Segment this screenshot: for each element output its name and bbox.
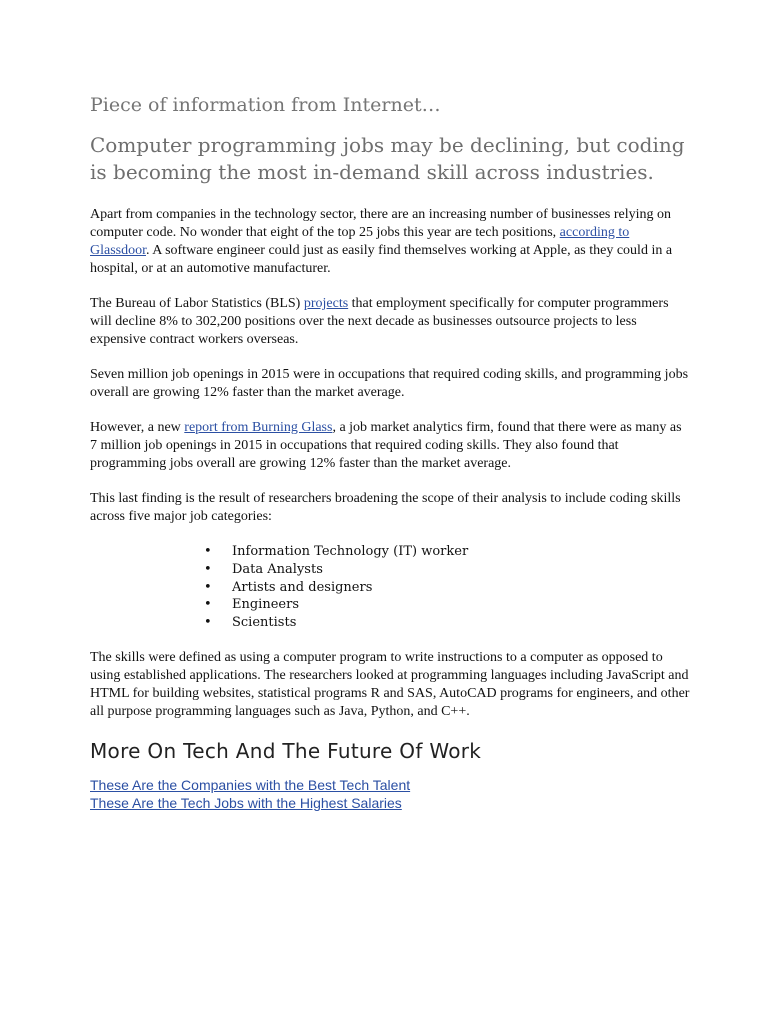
list-item-label: Artists and designers [232, 579, 373, 595]
paragraph-text: , a job market analytics firm, found that there were as many as 7 million job openings in 2015 in occupations that required coding skills. They also found that programming jobs overall are growing 12% faster than the market average. [90, 420, 682, 471]
bls-projects-link[interactable]: projects [303, 296, 349, 311]
paragraph-text: . A software engineer could just as easily find themselves working at Apple, as they could in a hospital, or at an automotive manufacturer. [90, 243, 673, 276]
list-item-label: Engineers [232, 597, 299, 613]
intro-heading: Piece of information from Internet… [90, 94, 441, 116]
bullet-icon: • [204, 544, 212, 559]
paragraph-burning-glass [90, 419, 690, 473]
highest-salaries-link[interactable]: These Are the Tech Jobs with the Highest Salaries [90, 794, 402, 811]
bullet-icon: • [204, 561, 212, 577]
burning-glass-report-link[interactable]: report from Burning Glass [184, 420, 333, 435]
job-categories-list [90, 543, 690, 632]
list-item-label: Scientists [232, 615, 297, 631]
glassdoor-link[interactable]: according to Glassdoor [90, 225, 630, 258]
list-item-label: Information Technology (IT) worker [232, 544, 469, 559]
paragraph-text: Apart from companies in the technology sector, there are an increasing number of businesses relying on computer code. No wonder that eight of the top 25 jobs this year are tech positions, [90, 207, 672, 240]
bullet-icon: • [204, 615, 212, 631]
related-links [90, 776, 690, 812]
paragraph-scope: This last finding is the result of researchers broadening the scope of their analysis to include coding skills across five major job categories: [90, 491, 681, 524]
list-item [204, 561, 690, 579]
bullet-icon: • [204, 579, 212, 595]
list-item [204, 579, 690, 597]
paragraph-text: that employment specifically for computer programmers will decline 8% to 302,200 positions over the next decade as businesses outsource projects to less expensive contract workers overseas. [90, 296, 669, 347]
paragraph-glassdoor [90, 206, 690, 278]
paragraph-skills-definition: The skills were defined as using a computer program to write instructions to a computer as opposed to using established applications. The researchers looked at programming languages including JavaScript and HTML for building websites, statistical programs R and SAS, AutoCAD programs for engineers, and other all purpose programming languages such as Java, Python, and C++. [90, 649, 690, 719]
paragraph-text: The Bureau of Labor Statistics (BLS) [90, 296, 304, 311]
more-on-tech-heading: More On Tech And The Future Of Work [90, 738, 482, 763]
list-item [204, 614, 690, 632]
list-item [204, 543, 690, 561]
paragraph-bls [90, 295, 690, 349]
list-item [204, 596, 690, 614]
article-headline: Computer programming jobs may be declining, but coding is becoming the most in-demand skill across industries. [90, 133, 685, 184]
list-item-label: Data Analysts [232, 561, 323, 577]
bullet-icon: • [204, 597, 212, 613]
article [90, 92, 690, 812]
paragraph-job-openings: Seven million job openings in 2015 were in occupations that required coding skills, and programming jobs overall are growing 12% faster than the market average. [90, 367, 689, 400]
paragraph-text: However, a new [90, 420, 185, 435]
best-tech-talent-link[interactable]: These Are the Companies with the Best Tech Talent [90, 776, 411, 793]
